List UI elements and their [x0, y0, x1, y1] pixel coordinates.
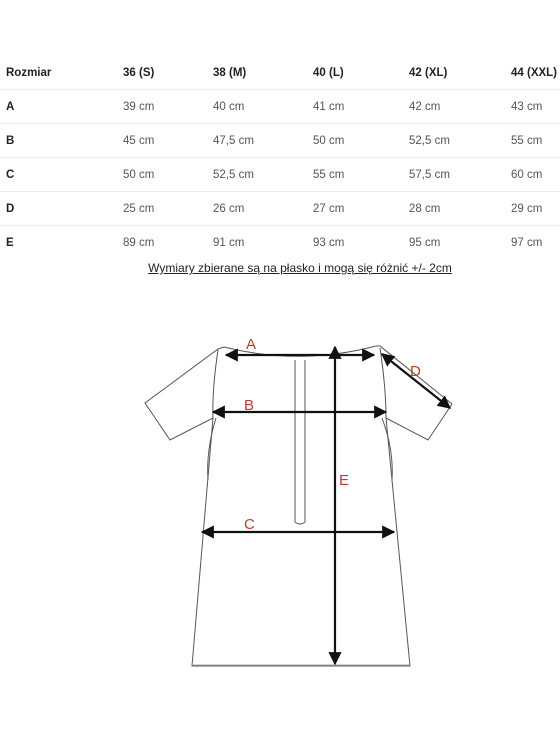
- dress-measurement-diagram: [140, 300, 460, 680]
- table-cell: 52,5 cm: [409, 134, 450, 147]
- table-cell: 93 cm: [313, 236, 345, 249]
- table-cell: 43 cm: [511, 100, 543, 113]
- row-label: E: [6, 236, 14, 249]
- table-cell: 57,5 cm: [409, 168, 450, 181]
- table-cell: 52,5 cm: [213, 168, 254, 181]
- table-header-row: [0, 56, 560, 90]
- table-cell: 26 cm: [213, 202, 245, 215]
- header-40: 40 (L): [313, 66, 344, 79]
- dress-outline: [145, 346, 452, 666]
- size-table: [0, 56, 560, 259]
- label-d: D: [410, 363, 421, 380]
- table-row: [0, 90, 560, 124]
- table-cell: 55 cm: [313, 168, 345, 181]
- header-size: Rozmiar: [6, 66, 52, 79]
- header-36: 36 (S): [123, 66, 155, 79]
- table-cell: 89 cm: [123, 236, 155, 249]
- table-cell: 28 cm: [409, 202, 441, 215]
- row-label: C: [6, 168, 15, 181]
- table-cell: 60 cm: [511, 168, 543, 181]
- label-e: E: [339, 472, 350, 489]
- table-cell: 25 cm: [123, 202, 155, 215]
- label-b: B: [244, 397, 255, 414]
- table-row: [0, 192, 560, 226]
- table-cell: 40 cm: [213, 100, 245, 113]
- table-cell: 95 cm: [409, 236, 441, 249]
- table-cell: 27 cm: [313, 202, 345, 215]
- table-cell: 41 cm: [313, 100, 345, 113]
- measurement-note: Wymiary zbierane są na płasko i mogą się różnić +/- 2cm: [148, 261, 452, 275]
- table-cell: 91 cm: [213, 236, 245, 249]
- table-cell: 55 cm: [511, 134, 543, 147]
- header-38: 38 (M): [213, 66, 247, 79]
- header-44: 44 (XXL): [511, 66, 558, 79]
- table-row: [0, 124, 560, 158]
- table-cell: 45 cm: [123, 134, 155, 147]
- row-label: A: [6, 100, 15, 113]
- measurement-arrows: [202, 347, 450, 664]
- header-42: 42 (XL): [409, 66, 448, 79]
- table-cell: 50 cm: [313, 134, 345, 147]
- table-cell: 29 cm: [511, 202, 543, 215]
- table-cell: 42 cm: [409, 100, 441, 113]
- label-c: C: [244, 516, 255, 533]
- label-a: A: [246, 336, 257, 353]
- table-cell: 39 cm: [123, 100, 155, 113]
- row-label: B: [6, 134, 15, 147]
- table-cell: 97 cm: [511, 236, 543, 249]
- table-row: [0, 226, 560, 260]
- table-cell: 47,5 cm: [213, 134, 254, 147]
- row-label: D: [6, 202, 15, 215]
- table-cell: 50 cm: [123, 168, 155, 181]
- table-row: [0, 158, 560, 192]
